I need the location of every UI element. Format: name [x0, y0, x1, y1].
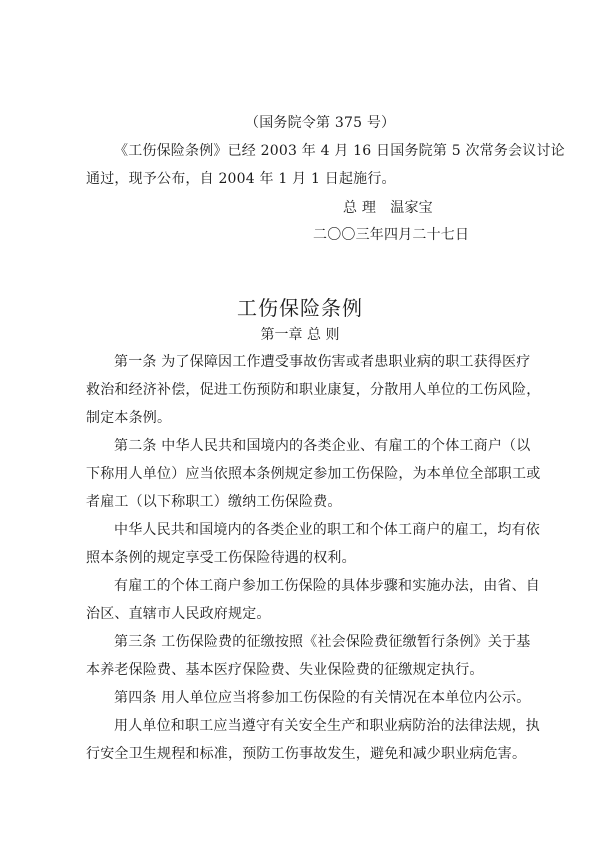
decree-number: （国务院令第 375 号）: [245, 115, 396, 131]
regulation-title: 工伤保险条例: [237, 296, 363, 320]
decree-text-line-1: 《工伤保险条例》已经 2003 年 4 月 16 日国务院第 5 次常务会议讨论: [114, 143, 565, 159]
article-2-line-1: 第二条 中华人民共和国境内的各类企业、有雇工的个体工商户（以: [114, 438, 531, 454]
article-1-line-2: 救治和经济补偿，促进工伤预防和职业康复，分散用人单位的工伤风险，: [86, 382, 541, 398]
article-3-line-1: 第三条 工伤保险费的征缴按照《社会保险费征缴暂行条例》关于基: [114, 634, 531, 650]
article-1-line-3: 制定本条例。: [86, 410, 172, 426]
decree-text-line-2: 通过，现予公布，自 2004 年 1 月 1 日起施行。: [86, 171, 396, 187]
article-2-line-2: 下称用人单位）应当依照本条例规定参加工伤保险，为本单位全部职工或: [86, 466, 541, 482]
article-2-para-3-line-1: 有雇工的个体工商户参加工伤保险的具体步骤和实施办法，由省、自: [114, 578, 540, 594]
article-2-para-2-line-2: 照本条例的规定享受工伤保险待遇的权利。: [86, 550, 356, 566]
article-4-line-1: 第四条 用人单位应当将参加工伤保险的有关情况在本单位内公示。: [114, 690, 531, 706]
signatory: 总 理 温家宝: [343, 200, 433, 216]
article-2-para-3-line-2: 治区、直辖市人民政府规定。: [86, 606, 271, 622]
article-2-line-3: 者雇工（以下称职工）缴纳工伤保险费。: [86, 494, 342, 510]
article-4-para-2-line-1: 用人单位和职工应当遵守有关安全生产和职业病防治的法律法规，执: [114, 718, 540, 734]
article-3-line-2: 本养老保险费、基本医疗保险费、失业保险费的征缴规定执行。: [86, 662, 484, 678]
article-2-para-2-line-1: 中华人民共和国境内的各类企业的职工和个体工商户的雇工，均有依: [114, 522, 540, 538]
article-4-para-2-line-2: 行安全卫生规程和标准，预防工伤事故发生，避免和减少职业病危害。: [86, 746, 527, 762]
decree-date: 二〇〇三年四月二十七日: [313, 227, 470, 243]
article-1-line-1: 第一条 为了保障因工作遭受事故伤害或者患职业病的职工获得医疗: [114, 354, 531, 370]
chapter-heading: 第一章 总 则: [260, 327, 340, 343]
